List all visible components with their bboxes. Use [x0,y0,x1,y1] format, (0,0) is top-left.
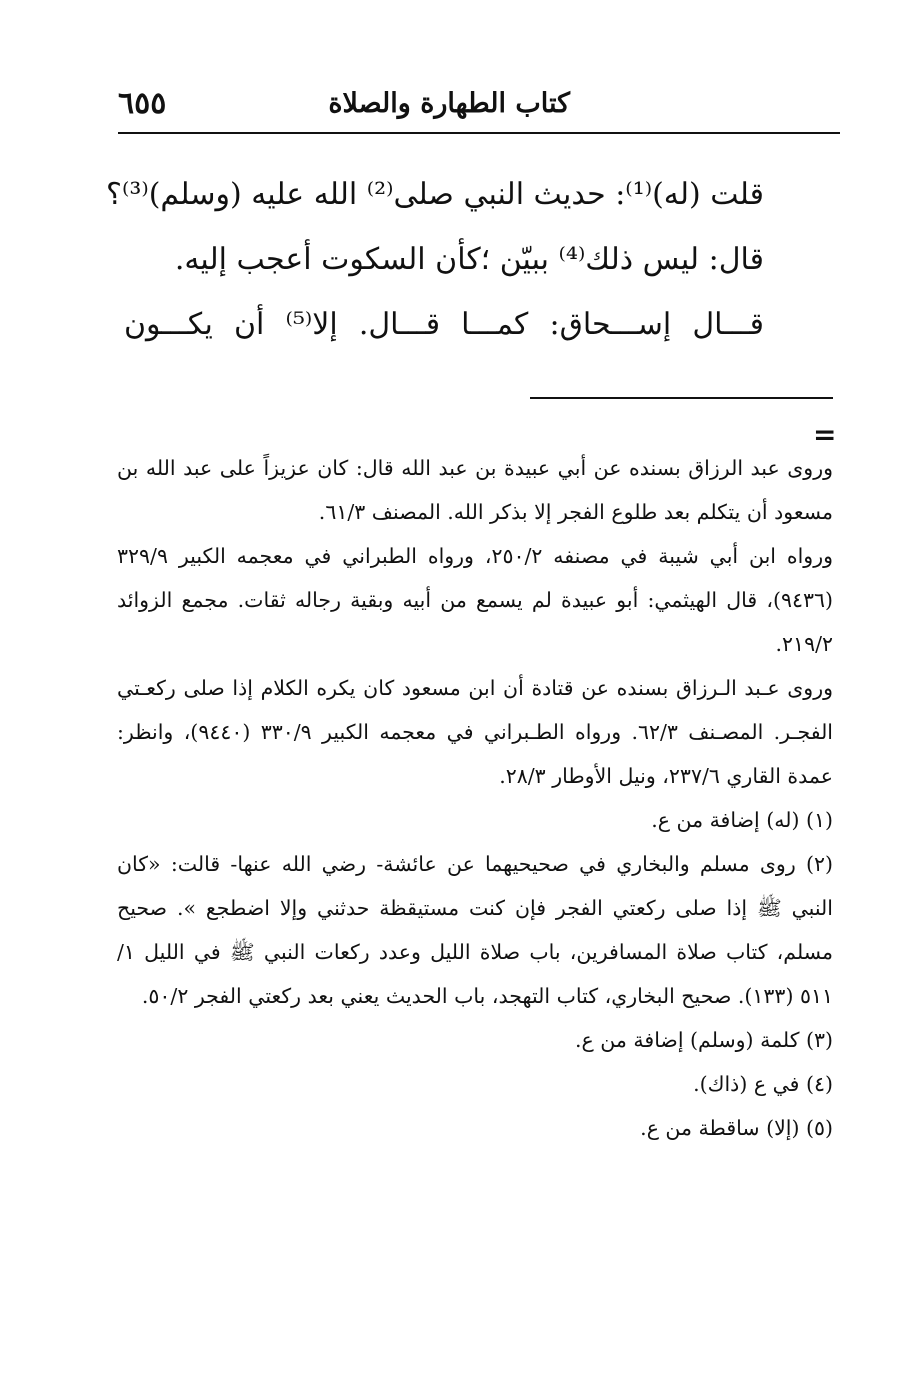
footnotes [117,446,833,1150]
footnote-separator [530,397,833,399]
main-text-line-1: قلت (له)⁽¹⁾: حديث النبي صلى⁽²⁾ الله عليه (وسلم)⁽³⁾؟ [106,177,764,212]
footnote-continuation-paragraph: وروى عـبد الـرزاق بسنده عن قتادة أن ابن مسعود كان يكره الكلام إذا صلى ركعـتي الفجـر. المصـنف ٦٢/٣. ورواه الطـبراني في معجمه الكبير ٣٣٠/٩ (٩٤٤٠)، وانظر: عمدة القاري ٢٣٧/٦، ونيل الأوطار ٢٨/٣. [117,676,834,788]
running-title: كتاب الطهارة والصلاة [328,88,570,119]
continuation-mark: = [813,418,837,451]
main-text-line-3: قـــال إســـحاق: كمـــا قـــال. إلا⁽⁵⁾ أن يكـــون [124,307,764,342]
footnote-4: (٤) في ع (ذاك). [693,1072,833,1096]
page-number: ٦٥٥ [118,86,167,121]
footnote-3: (٣) كلمة (وسلم) إضافة من ع. [575,1028,833,1052]
footnote-2: (٢) روى مسلم والبخاري في صحيحيهما عن عائشة- رضي الله عنها- قالت: «كان النبي ﷺ إذا صلى ركعتي الفجر فإن كنت مستيقظة حدثني وإلا اضطجع ». صحيح مسلم، كتاب صلاة المسافرين، باب صلاة الليل وعدد ركعات النبي ﷺ في الليل ١/ ٥١١ (١٣٣). صحيح البخاري، كتاب التهجد، باب الحديث يعني بعد ركعتي الفجر ٥٠/٢. [117,852,833,1008]
header-rule [118,132,840,134]
page-header [118,88,840,128]
footnote-continuation-paragraph: وروى عبد الرزاق بسنده عن أبي عبيدة بن عبد الله قال: كان عزيزاً على عبد الله بن مسعود أن يتكلم بعد طلوع الفجر إلا بذكر الله. المصنف ٦١/٣. [117,456,833,524]
footnote-continuation-paragraph: ورواه ابن أبي شيبة في مصنفه ٢٥٠/٢، ورواه الطبراني في معجمه الكبير ٣٢٩/٩ (٩٤٣٦)، قال الهيثمي: أبو عبيدة لم يسمع من أبيه وبقية رجاله ثقات. مجمع الزوائد ٢١٩/٢. [117,544,833,656]
footnote-5: (٥) (إلا) ساقطة من ع. [640,1116,833,1140]
footnote-1: (١) (له) إضافة من ع. [651,808,833,832]
main-text-line-2: قال: ليس ذلك⁽⁴⁾ ببيّن ؛كأن السكوت أعجب إليه. [174,242,764,277]
